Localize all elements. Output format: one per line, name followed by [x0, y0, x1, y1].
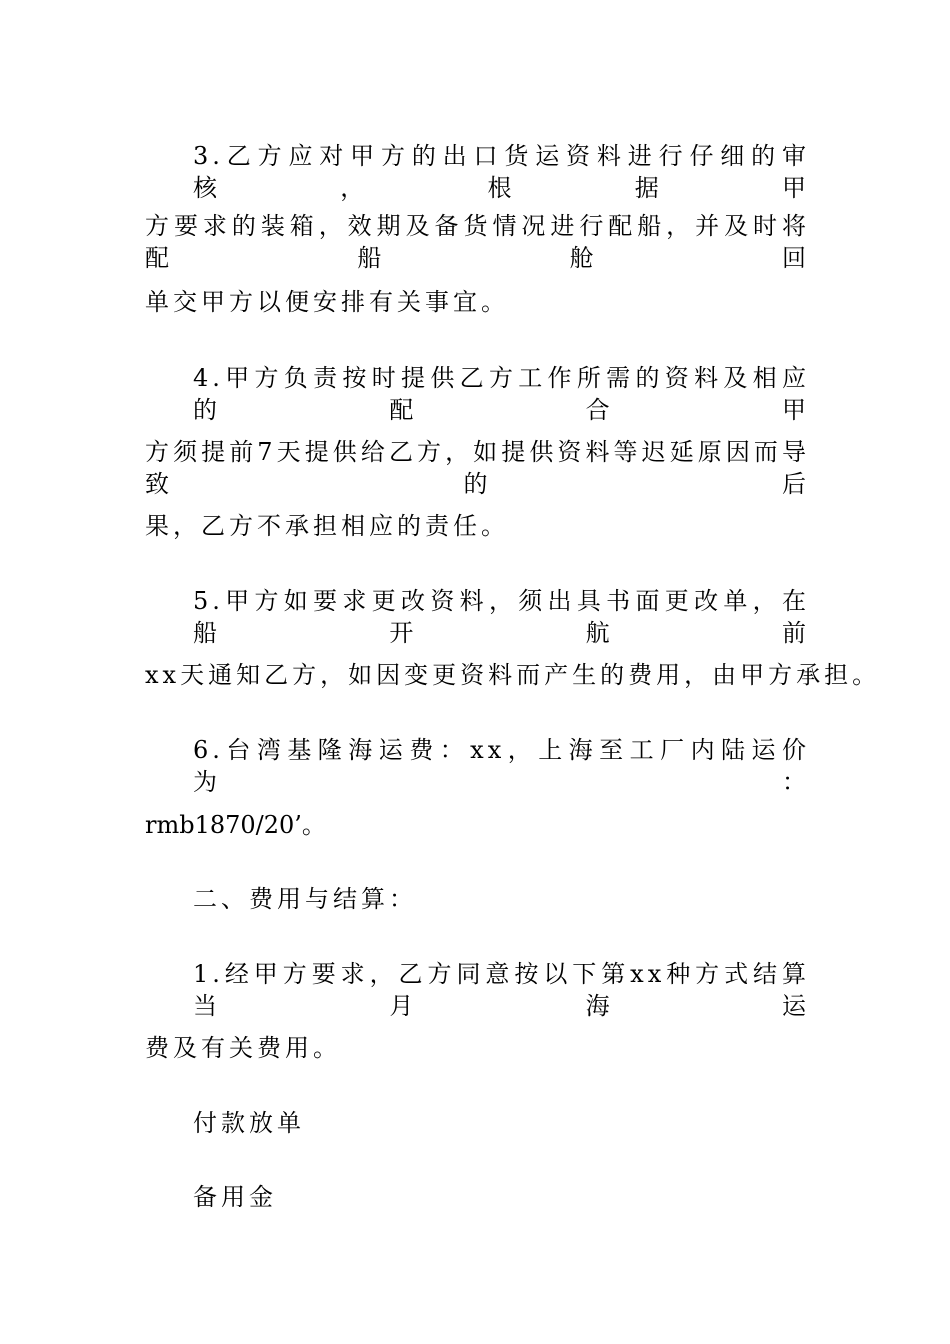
paragraph-4-line-3: 果，乙方不承担相应的责任。	[145, 512, 509, 540]
section-2-paragraph-1-line-2: 费及有关费用。	[145, 1034, 341, 1062]
paragraph-6-line-1: 6.台湾基隆海运费：xx，上海至工厂内陆运价为：	[193, 736, 810, 796]
paragraph-3-line-1: 3.乙方应对甲方的出口货运资料进行仔细的审核，根据甲	[193, 142, 810, 202]
section-2-paragraph-1-line-1: 1.经甲方要求，乙方同意按以下第xx种方式结算当月海运	[193, 960, 810, 1020]
paragraph-6-line-2: rmb1870/20’。	[145, 811, 326, 839]
paragraph-5-line-1: 5.甲方如要求更改资料，须出具书面更改单，在船开航前	[193, 587, 810, 647]
paragraph-5-line-2: xx天通知乙方，如因变更资料而产生的费用，由甲方承担。	[145, 661, 881, 689]
section-2-heading: 二、费用与结算：	[193, 885, 417, 913]
settlement-option-payment-release: 付款放单	[193, 1109, 305, 1137]
paragraph-3-line-3: 单交甲方以便安排有关事宜。	[145, 288, 509, 316]
paragraph-4-line-2: 方须提前7天提供给乙方，如提供资料等迟延原因而导致的后	[145, 438, 810, 498]
settlement-option-reserve-fund: 备用金	[193, 1183, 277, 1211]
paragraph-3-line-2: 方要求的装箱，效期及备货情况进行配船，并及时将配船舱回	[145, 212, 810, 272]
paragraph-4-line-1: 4.甲方负责按时提供乙方工作所需的资料及相应的配合甲	[193, 364, 810, 424]
